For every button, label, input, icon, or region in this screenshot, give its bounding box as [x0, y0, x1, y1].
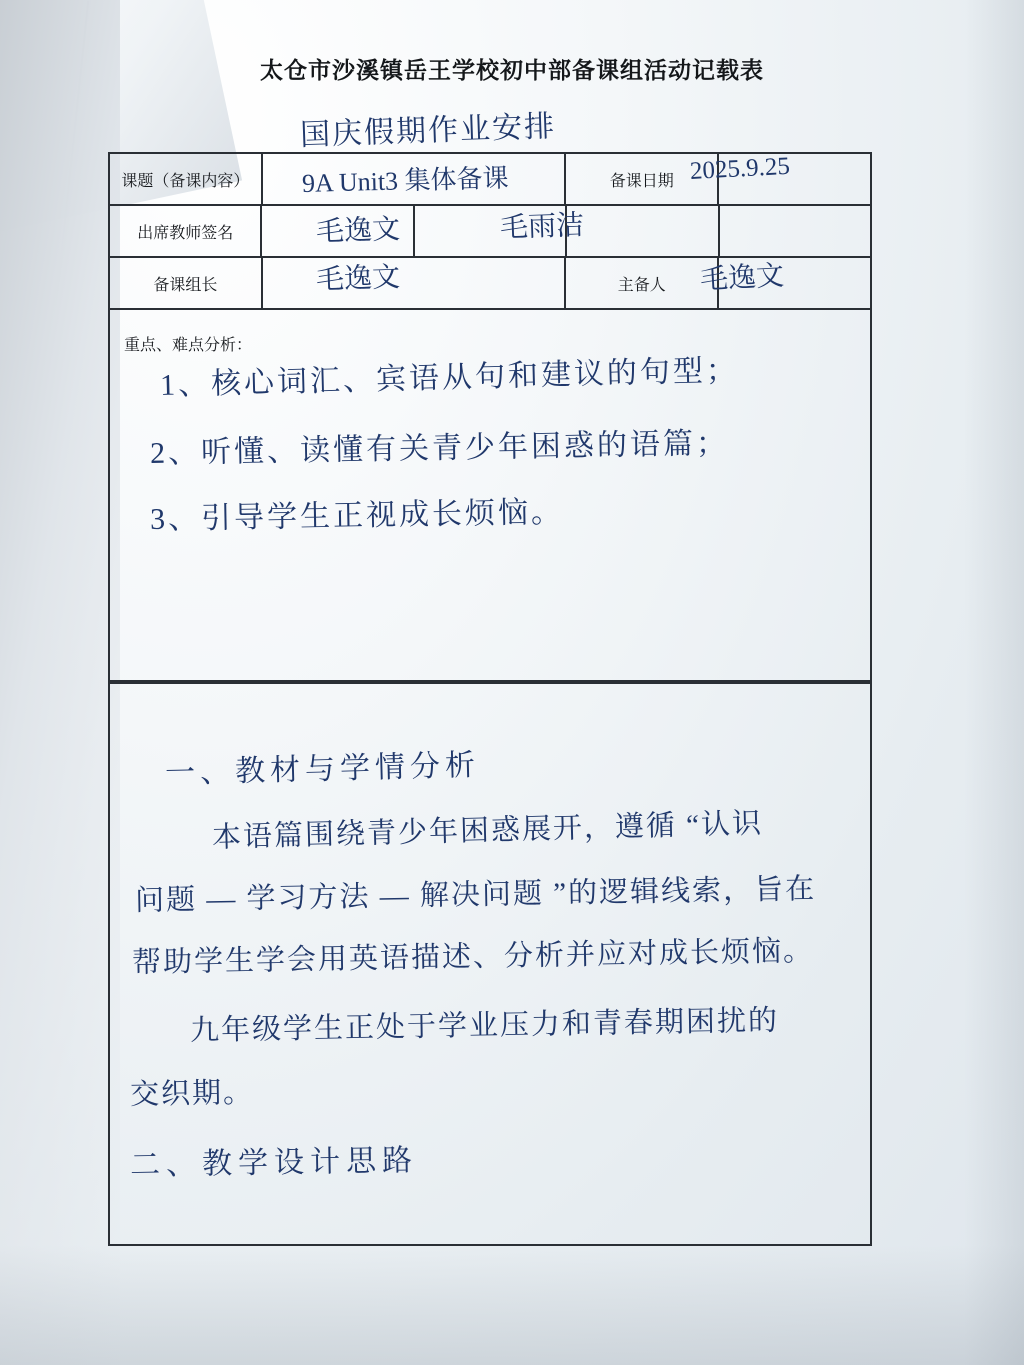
cell-date-value — [717, 154, 870, 204]
teaching-design-box — [108, 682, 872, 1246]
page-title: 太仓市沙溪镇岳王学校初中部备课组活动记载表 — [260, 57, 764, 83]
key-points-label: 重点、难点分析： — [124, 337, 253, 354]
handwriting-topic: 9A Unit3 集体备课 — [301, 163, 509, 198]
paper-shadow-right — [964, 0, 1024, 1365]
handwriting-design-line-2: 本语篇围绕青少年困惑展开，遵循 “认识 — [211, 807, 764, 854]
table-row — [110, 154, 870, 206]
handwriting-header: 国庆假期作业安排 — [299, 110, 557, 152]
handwriting-key-point-2: 2、听懂、读懂有关青少年困惑的语篇； — [149, 426, 730, 470]
handwriting-design-line-1: 一、教材与学情分析 — [164, 748, 481, 790]
paper-shadow-left — [0, 0, 120, 1365]
handwriting-design-line-6: 交织期。 — [129, 1076, 255, 1111]
key-points-box — [108, 302, 872, 682]
handwriting-design-line-4: 帮助学生学会用英语描述、分析并应对成长烦恼。 — [131, 935, 815, 979]
handwriting-design-line-7: 二、教学设计思路 — [129, 1143, 419, 1182]
handwriting-key-point-1: 1、核心词汇、宾语从句和建议的句型； — [159, 353, 740, 402]
cell-attendee-1 — [260, 206, 412, 256]
handwriting-date: 2025.9.25 — [689, 152, 791, 185]
handwriting-signature-1: 毛逸文 — [315, 214, 401, 248]
paper-shadow-bottom — [0, 1245, 1024, 1365]
handwriting-design-line-3: 问题 — 学习方法 — 解决问题 ”的逻辑线索，旨在 — [134, 873, 817, 917]
cell-attendee-3 — [565, 206, 717, 256]
cell-group-leader-label: 备课组长 — [153, 276, 218, 294]
handwriting-key-point-3: 3、引导学生正视成长烦恼。 — [149, 495, 565, 536]
table-row — [110, 206, 870, 258]
cell-attendee-2 — [413, 206, 565, 256]
handwriting-design-line-5: 九年级学生正处于学业压力和青春期困扰的 — [189, 1004, 780, 1047]
handwriting-main-presenter: 毛逸文 — [699, 260, 785, 296]
cell-date-label: 备课日期 — [564, 154, 717, 204]
cell-topic-value — [261, 154, 565, 204]
cell-attendee-4 — [718, 206, 870, 256]
cell-group-leader-value — [261, 258, 565, 308]
cell-main-presenter-value — [717, 258, 870, 308]
info-table — [108, 152, 872, 310]
cell-main-presenter-label: 主备人 — [564, 258, 717, 308]
cell-attendees-label: 出席教师签名 — [137, 224, 234, 242]
handwriting-group-leader: 毛逸文 — [315, 262, 401, 296]
cell-topic-label: 课题（备课内容） — [121, 172, 250, 190]
handwriting-signature-2: 毛雨洁 — [499, 210, 585, 244]
